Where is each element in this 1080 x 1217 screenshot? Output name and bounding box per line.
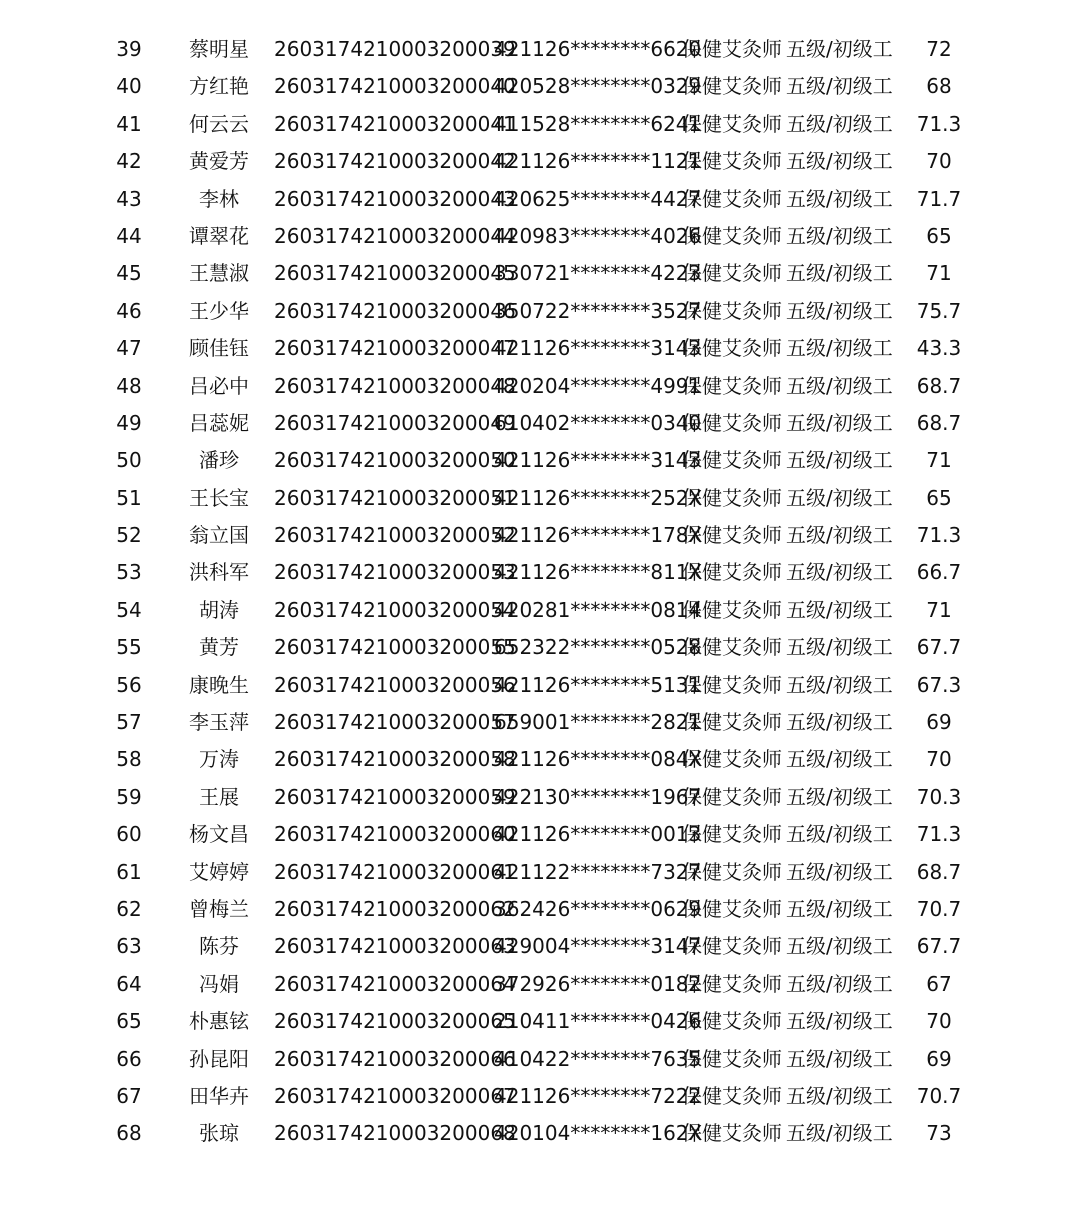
skill-level: 五级/初级工 <box>786 373 893 398</box>
table-row <box>0 31 1080 68</box>
occupation: 保健艾灸师 <box>682 74 782 99</box>
score: 67.7 <box>916 934 962 959</box>
occupation: 保健艾灸师 <box>682 672 782 697</box>
table-row <box>0 966 1080 1003</box>
score: 73 <box>926 1121 952 1146</box>
skill-level: 五级/初级工 <box>786 37 893 61</box>
person-name: 何云云 <box>189 111 249 136</box>
occupation: 保健艾灸师 <box>682 410 782 435</box>
score: 71.3 <box>916 822 962 847</box>
masked-id-number: 610402********0340 <box>494 410 702 435</box>
certificate-number: 2603174210003200057 <box>274 710 516 735</box>
occupation: 保健艾灸师 <box>682 896 782 921</box>
masked-id-number: 659001********2821 <box>494 710 702 735</box>
table-row <box>0 928 1080 965</box>
skill-level: 五级/初级工 <box>786 74 893 99</box>
certificate-number: 2603174210003200066 <box>274 1046 516 1071</box>
occupation: 保健艾灸师 <box>682 1083 782 1108</box>
masked-id-number: 421126********178X <box>494 523 703 548</box>
row-number: 44 <box>116 223 142 248</box>
row-number: 54 <box>116 597 142 622</box>
row-number: 47 <box>116 336 142 361</box>
certificate-number: 2603174210003200058 <box>274 747 516 772</box>
certificate-number: 2603174210003200056 <box>274 672 516 697</box>
score: 67 <box>926 971 952 996</box>
table-row <box>0 1078 1080 1115</box>
occupation: 保健艾灸师 <box>682 784 782 809</box>
masked-id-number: 421126********3143 <box>494 448 702 473</box>
person-name: 张琼 <box>199 1121 239 1146</box>
table-row <box>0 592 1080 629</box>
skill-level: 五级/初级工 <box>786 971 893 996</box>
certificate-number: 2603174210003200068 <box>274 1121 516 1146</box>
row-number: 53 <box>116 560 142 585</box>
score: 66.7 <box>916 560 962 585</box>
person-name: 杨文昌 <box>189 822 249 847</box>
row-number: 40 <box>116 74 142 99</box>
occupation: 保健艾灸师 <box>682 934 782 959</box>
masked-id-number: 420281********0814 <box>494 597 702 622</box>
skill-level: 五级/初级工 <box>786 186 893 211</box>
certificate-number: 2603174210003200063 <box>274 934 516 959</box>
table-row <box>0 779 1080 816</box>
row-number: 68 <box>116 1121 142 1146</box>
masked-id-number: 421126********5131 <box>494 672 702 697</box>
certificate-number: 2603174210003200061 <box>274 859 516 884</box>
score: 70 <box>926 149 952 174</box>
skill-level: 五级/初级工 <box>786 672 893 697</box>
occupation: 保健艾灸师 <box>682 747 782 772</box>
row-number: 48 <box>116 373 142 398</box>
row-number: 60 <box>116 822 142 847</box>
masked-id-number: 420625********4427 <box>494 186 702 211</box>
occupation: 保健艾灸师 <box>682 710 782 735</box>
masked-id-number: 420983********4026 <box>494 223 702 248</box>
occupation: 保健艾灸师 <box>682 261 782 286</box>
score: 71.3 <box>916 111 962 136</box>
person-name: 黄爱芳 <box>189 149 249 174</box>
occupation: 保健艾灸师 <box>682 336 782 361</box>
skill-level: 五级/初级工 <box>786 1046 893 1071</box>
person-name: 朴惠铉 <box>189 1009 249 1034</box>
person-name: 王长宝 <box>189 485 249 510</box>
table-row <box>0 816 1080 853</box>
certificate-number: 2603174210003200047 <box>274 336 516 361</box>
score: 70.3 <box>916 784 962 809</box>
certificate-number: 2603174210003200041 <box>274 111 516 136</box>
table-row <box>0 517 1080 554</box>
table-row <box>0 891 1080 928</box>
masked-id-number: 210411********0426 <box>494 1009 702 1034</box>
person-name: 冯娟 <box>199 971 239 996</box>
table-row <box>0 629 1080 666</box>
skill-level: 五级/初级工 <box>786 149 893 174</box>
masked-id-number: 652322********0528 <box>494 635 702 660</box>
person-name: 洪科军 <box>189 560 249 585</box>
table-row <box>0 741 1080 778</box>
person-name: 王慧淑 <box>189 261 249 286</box>
score: 68.7 <box>916 373 962 398</box>
score: 70 <box>926 1009 952 1034</box>
masked-id-number: 422130********1967 <box>494 784 702 809</box>
score: 70 <box>926 747 952 772</box>
masked-id-number: 350722********3527 <box>494 298 702 323</box>
row-number: 66 <box>116 1046 142 1071</box>
row-number: 43 <box>116 186 142 211</box>
score: 71 <box>926 448 952 473</box>
masked-id-number: 421122********7327 <box>494 859 702 884</box>
table-row <box>0 330 1080 367</box>
row-number: 51 <box>116 485 142 510</box>
skill-level: 五级/初级工 <box>786 896 893 921</box>
masked-id-number: 421126********7222 <box>494 1083 702 1108</box>
masked-id-number: 421126********252X <box>494 485 703 510</box>
skill-level: 五级/初级工 <box>786 298 893 323</box>
row-number: 46 <box>116 298 142 323</box>
row-number: 49 <box>116 410 142 435</box>
masked-id-number: 421126********811X <box>494 560 703 585</box>
score: 69 <box>926 710 952 735</box>
score: 71 <box>926 597 952 622</box>
score: 67.7 <box>916 635 962 660</box>
score: 71.3 <box>916 523 962 548</box>
roster-table <box>0 31 1080 1153</box>
occupation: 保健艾灸师 <box>682 597 782 622</box>
score: 67.3 <box>916 672 962 697</box>
row-number: 41 <box>116 111 142 136</box>
person-name: 胡涛 <box>199 597 239 622</box>
person-name: 顾佳钰 <box>189 336 249 361</box>
table-row <box>0 368 1080 405</box>
skill-level: 五级/初级工 <box>786 560 893 585</box>
person-name: 陈芬 <box>199 934 239 959</box>
certificate-number: 2603174210003200067 <box>274 1083 516 1108</box>
person-name: 潘珍 <box>199 448 239 473</box>
skill-level: 五级/初级工 <box>786 822 893 847</box>
masked-id-number: 362426********0629 <box>494 896 702 921</box>
skill-level: 五级/初级工 <box>786 485 893 510</box>
person-name: 翁立国 <box>189 523 249 548</box>
table-row <box>0 255 1080 292</box>
table-row <box>0 68 1080 105</box>
certificate-number: 2603174210003200055 <box>274 635 516 660</box>
table-row <box>0 1041 1080 1078</box>
skill-level: 五级/初级工 <box>786 336 893 361</box>
occupation: 保健艾灸师 <box>682 1009 782 1034</box>
row-number: 52 <box>116 523 142 548</box>
table-row <box>0 293 1080 330</box>
row-number: 55 <box>116 635 142 660</box>
row-number: 59 <box>116 784 142 809</box>
certificate-number: 2603174210003200053 <box>274 560 516 585</box>
table-row <box>0 667 1080 704</box>
certificate-number: 2603174210003200042 <box>274 149 516 174</box>
skill-level: 五级/初级工 <box>786 635 893 660</box>
occupation: 保健艾灸师 <box>682 635 782 660</box>
person-name: 艾婷婷 <box>189 859 249 884</box>
masked-id-number: 372926********0182 <box>494 971 702 996</box>
masked-id-number: 410422********7635 <box>494 1046 702 1071</box>
person-name: 吕必中 <box>189 373 249 398</box>
skill-level: 五级/初级工 <box>786 710 893 735</box>
table-row <box>0 1115 1080 1152</box>
score: 65 <box>926 485 952 510</box>
person-name: 方红艳 <box>189 74 249 99</box>
table-row <box>0 854 1080 891</box>
skill-level: 五级/初级工 <box>786 111 893 136</box>
score: 68.7 <box>916 410 962 435</box>
skill-level: 五级/初级工 <box>786 859 893 884</box>
skill-level: 五级/初级工 <box>786 523 893 548</box>
row-number: 57 <box>116 710 142 735</box>
certificate-number: 2603174210003200064 <box>274 971 516 996</box>
table-row <box>0 442 1080 479</box>
certificate-number: 2603174210003200044 <box>274 223 516 248</box>
score: 72 <box>926 37 952 61</box>
table-row <box>0 405 1080 442</box>
person-name: 李玉萍 <box>189 710 249 735</box>
score: 71 <box>926 261 952 286</box>
row-number: 42 <box>116 149 142 174</box>
masked-id-number: 420204********4991 <box>494 373 702 398</box>
person-name: 孙昆阳 <box>189 1046 249 1071</box>
person-name: 曾梅兰 <box>189 896 249 921</box>
masked-id-number: 421126********6620 <box>494 37 702 61</box>
row-number: 58 <box>116 747 142 772</box>
score: 69 <box>926 1046 952 1071</box>
table-row <box>0 218 1080 255</box>
masked-id-number: 420104********162X <box>494 1121 703 1146</box>
skill-level: 五级/初级工 <box>786 223 893 248</box>
occupation: 保健艾灸师 <box>682 149 782 174</box>
person-name: 李林 <box>199 186 239 211</box>
occupation: 保健艾灸师 <box>682 186 782 211</box>
skill-level: 五级/初级工 <box>786 784 893 809</box>
masked-id-number: 421126********3143 <box>494 336 702 361</box>
row-number: 67 <box>116 1083 142 1108</box>
masked-id-number: 330721********4223 <box>494 261 702 286</box>
masked-id-number: 420528********0329 <box>494 74 702 99</box>
score: 43.3 <box>916 336 962 361</box>
person-name: 谭翠花 <box>189 223 249 248</box>
occupation: 保健艾灸师 <box>682 822 782 847</box>
skill-level: 五级/初级工 <box>786 934 893 959</box>
person-name: 吕蕊妮 <box>189 410 249 435</box>
row-number: 61 <box>116 859 142 884</box>
certificate-number: 2603174210003200040 <box>274 74 516 99</box>
occupation: 保健艾灸师 <box>682 560 782 585</box>
skill-level: 五级/初级工 <box>786 448 893 473</box>
skill-level: 五级/初级工 <box>786 1121 893 1146</box>
occupation: 保健艾灸师 <box>682 1121 782 1146</box>
row-number: 62 <box>116 896 142 921</box>
occupation: 保健艾灸师 <box>682 223 782 248</box>
certificate-number: 2603174210003200043 <box>274 186 516 211</box>
row-number: 65 <box>116 1009 142 1034</box>
masked-id-number: 429004********3147 <box>494 934 702 959</box>
occupation: 保健艾灸师 <box>682 971 782 996</box>
skill-level: 五级/初级工 <box>786 747 893 772</box>
masked-id-number: 421126********0013 <box>494 822 702 847</box>
certificate-number: 2603174210003200052 <box>274 523 516 548</box>
skill-level: 五级/初级工 <box>786 1083 893 1108</box>
certificate-number: 2603174210003200065 <box>274 1009 516 1034</box>
certificate-number: 2603174210003200048 <box>274 373 516 398</box>
skill-level: 五级/初级工 <box>786 597 893 622</box>
person-name: 王少华 <box>189 298 249 323</box>
occupation: 保健艾灸师 <box>682 1046 782 1071</box>
person-name: 王展 <box>199 784 239 809</box>
row-number: 64 <box>116 971 142 996</box>
score: 70.7 <box>916 896 962 921</box>
row-number: 63 <box>116 934 142 959</box>
certificate-number: 2603174210003200054 <box>274 597 516 622</box>
row-number: 56 <box>116 672 142 697</box>
certificate-number: 2603174210003200039 <box>274 37 516 61</box>
occupation: 保健艾灸师 <box>682 523 782 548</box>
skill-level: 五级/初级工 <box>786 261 893 286</box>
table-row <box>0 106 1080 143</box>
certificate-number: 2603174210003200062 <box>274 896 516 921</box>
skill-level: 五级/初级工 <box>786 410 893 435</box>
occupation: 保健艾灸师 <box>682 37 782 61</box>
skill-level: 五级/初级工 <box>786 1009 893 1034</box>
occupation: 保健艾灸师 <box>682 859 782 884</box>
occupation: 保健艾灸师 <box>682 485 782 510</box>
table-row <box>0 181 1080 218</box>
person-name: 万涛 <box>199 747 239 772</box>
occupation: 保健艾灸师 <box>682 111 782 136</box>
certificate-number: 2603174210003200051 <box>274 485 516 510</box>
row-number: 45 <box>116 261 142 286</box>
score: 75.7 <box>916 298 962 323</box>
certificate-number: 2603174210003200045 <box>274 261 516 286</box>
person-name: 康晚生 <box>189 672 249 697</box>
occupation: 保健艾灸师 <box>682 373 782 398</box>
table-row <box>0 480 1080 517</box>
score: 71.7 <box>916 186 962 211</box>
person-name: 蔡明星 <box>189 37 249 61</box>
table-row <box>0 704 1080 741</box>
score: 65 <box>926 223 952 248</box>
person-name: 田华卉 <box>189 1083 249 1108</box>
certificate-number: 2603174210003200046 <box>274 298 516 323</box>
table-row <box>0 1003 1080 1040</box>
certificate-number: 2603174210003200050 <box>274 448 516 473</box>
table-row <box>0 554 1080 591</box>
masked-id-number: 421126********1121 <box>494 149 702 174</box>
score: 70.7 <box>916 1083 962 1108</box>
score: 68 <box>926 74 952 99</box>
certificate-number: 2603174210003200049 <box>274 410 516 435</box>
certificate-number: 2603174210003200059 <box>274 784 516 809</box>
table-row <box>0 143 1080 180</box>
score: 68.7 <box>916 859 962 884</box>
person-name: 黄芳 <box>199 635 239 660</box>
certificate-number: 2603174210003200060 <box>274 822 516 847</box>
masked-id-number: 421126********084X <box>494 747 703 772</box>
occupation: 保健艾灸师 <box>682 298 782 323</box>
occupation: 保健艾灸师 <box>682 448 782 473</box>
row-number: 39 <box>116 37 142 61</box>
masked-id-number: 411528********6241 <box>494 111 702 136</box>
row-number: 50 <box>116 448 142 473</box>
